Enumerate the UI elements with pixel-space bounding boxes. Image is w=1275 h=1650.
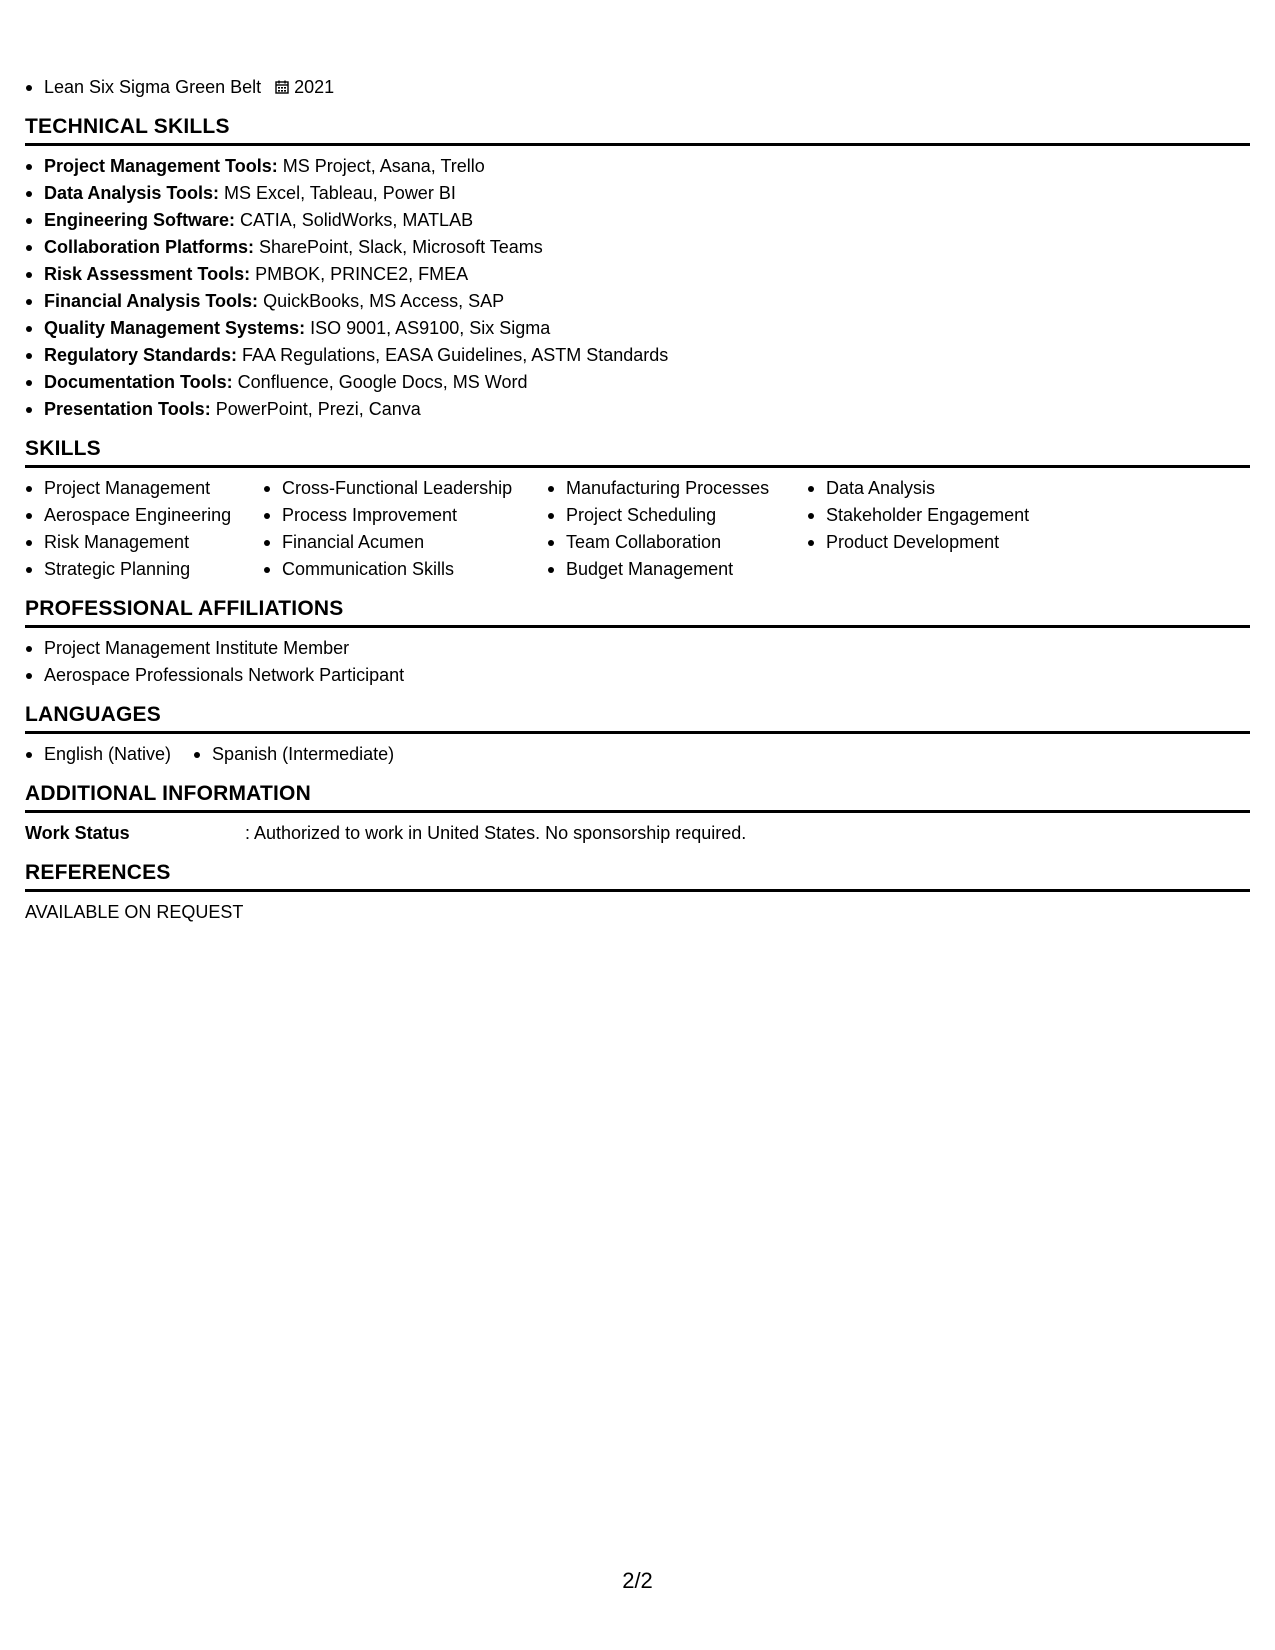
skill-category-label: Data Analysis Tools: <box>44 183 220 203</box>
list-item <box>25 369 1250 396</box>
list-item <box>25 234 1250 261</box>
list-item: Manufacturing Processes <box>547 475 807 502</box>
list-item: Process Improvement <box>263 502 547 529</box>
skill-category-label: Regulatory Standards: <box>44 345 238 365</box>
list-item: English (Native) <box>25 741 171 768</box>
list-item <box>25 180 1250 207</box>
list-item: Product Development <box>807 529 1067 556</box>
list-item: Financial Acumen <box>263 529 547 556</box>
skill-category-label: Project Management Tools: <box>44 156 278 176</box>
skill-category-value: ISO 9001, AS9100, Six Sigma <box>305 318 551 338</box>
list-item <box>25 261 1250 288</box>
list-item: Stakeholder Engagement <box>807 502 1067 529</box>
section-title-languages: LANGUAGES <box>25 702 1250 734</box>
section-title-additional-information: ADDITIONAL INFORMATION <box>25 781 1250 813</box>
list-item: Project Management <box>25 475 263 502</box>
list-item: Project Management Institute Member <box>25 635 1250 662</box>
skills-grid <box>25 475 1250 583</box>
list-item: Aerospace Professionals Network Participant <box>25 662 1250 689</box>
list-item: Team Collaboration <box>547 529 807 556</box>
work-status-value: : Authorized to work in United States. No sponsorship required. <box>245 823 747 843</box>
certification-item <box>25 74 1250 101</box>
skill-category-label: Presentation Tools: <box>44 399 211 419</box>
skill-category-label: Risk Assessment Tools: <box>44 264 251 284</box>
list-item: Budget Management <box>547 556 807 583</box>
skill-category-label: Collaboration Platforms: <box>44 237 255 257</box>
technical-skills-list <box>25 153 1250 423</box>
list-item: Communication Skills <box>263 556 547 583</box>
calendar-icon <box>275 80 289 94</box>
skill-category-value: FAA Regulations, EASA Guidelines, ASTM Standards <box>237 345 669 365</box>
skill-category-label: Engineering Software: <box>44 210 236 230</box>
certification-name: Lean Six Sigma Green Belt <box>44 77 262 97</box>
resume-page <box>25 74 1250 926</box>
skill-category-value: MS Project, Asana, Trello <box>277 156 485 176</box>
section-title-references: REFERENCES <box>25 860 1250 892</box>
skill-category-value: PMBOK, PRINCE2, FMEA <box>250 264 469 284</box>
skills-column <box>547 475 807 583</box>
skill-category-value: MS Excel, Tableau, Power BI <box>219 183 456 203</box>
affiliations-section <box>25 596 1250 689</box>
skill-category-value: CATIA, SolidWorks, MATLAB <box>235 210 474 230</box>
list-item <box>25 396 1250 423</box>
list-item <box>25 207 1250 234</box>
list-item: Strategic Planning <box>25 556 263 583</box>
work-status-label: Work Status <box>25 823 130 843</box>
languages-list <box>25 741 1250 768</box>
technical-skills-section <box>25 114 1250 423</box>
references-section <box>25 860 1250 926</box>
skill-category-label: Financial Analysis Tools: <box>44 291 259 311</box>
skill-category-value: SharePoint, Slack, Microsoft Teams <box>254 237 543 257</box>
certification-year: 2021 <box>294 77 335 97</box>
list-item: Cross-Functional Leadership <box>263 475 547 502</box>
affiliations-list <box>25 635 1250 689</box>
list-item: Project Scheduling <box>547 502 807 529</box>
section-title-technical-skills: TECHNICAL SKILLS <box>25 114 1250 146</box>
page-number: 2/2 <box>622 1568 653 1593</box>
list-item: Aerospace Engineering <box>25 502 263 529</box>
list-item: Risk Management <box>25 529 263 556</box>
list-item <box>25 288 1250 315</box>
skills-column <box>807 475 1067 583</box>
skill-category-label: Documentation Tools: <box>44 372 233 392</box>
list-item <box>25 153 1250 180</box>
list-item: Data Analysis <box>807 475 1067 502</box>
skills-column <box>25 475 263 583</box>
section-title-skills: SKILLS <box>25 436 1250 468</box>
additional-information-section <box>25 781 1250 847</box>
list-item <box>25 342 1250 369</box>
languages-section <box>25 702 1250 768</box>
skill-category-value: Confluence, Google Docs, MS Word <box>232 372 528 392</box>
certification-list <box>25 74 1250 101</box>
references-text: AVAILABLE ON REQUEST <box>25 902 244 922</box>
skill-category-label: Quality Management Systems: <box>44 318 306 338</box>
skills-column <box>263 475 547 583</box>
skill-category-value: QuickBooks, MS Access, SAP <box>258 291 505 311</box>
list-item: Spanish (Intermediate) <box>193 741 394 768</box>
skills-section <box>25 436 1250 583</box>
list-item <box>25 315 1250 342</box>
skill-category-value: PowerPoint, Prezi, Canva <box>210 399 421 419</box>
section-title-affiliations: PROFESSIONAL AFFILIATIONS <box>25 596 1250 628</box>
work-status-row <box>25 820 1250 847</box>
